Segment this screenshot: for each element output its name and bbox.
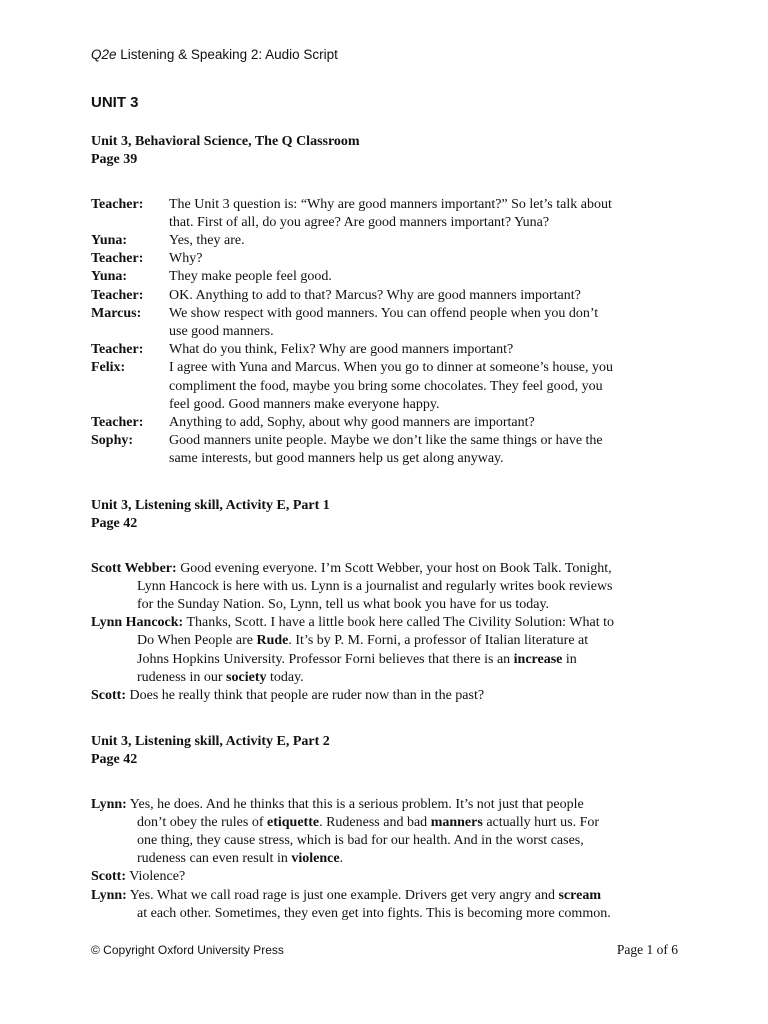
speaker-label: Scott: bbox=[91, 869, 126, 885]
dialogue-line bbox=[137, 578, 613, 596]
vocabulary-word: violence bbox=[291, 851, 340, 867]
dialogue-line bbox=[91, 687, 484, 705]
speaker-label: Teacher: bbox=[91, 415, 144, 430]
dialogue-line: compliment the food, maybe you bring some chocolates. They feel good, you bbox=[169, 378, 603, 394]
speaker-label: Teacher: bbox=[91, 196, 144, 212]
dialogue-line: What do you think, Felix? Why are good manners important? bbox=[169, 342, 514, 358]
section-title: Unit 3, Listening skill, Activity E, Part 1 bbox=[91, 498, 330, 513]
dialogue-line: Anything to add, Sophy, about why good manners are important? bbox=[169, 415, 535, 430]
dialogue-line bbox=[137, 905, 611, 923]
dialogue-text: . It’s by P. M. Forni, a professor of Italian literature at bbox=[288, 633, 589, 649]
dialogue-line bbox=[91, 560, 612, 578]
footer-page-number: Page 1 of 6 bbox=[616, 942, 678, 957]
dialogue-line bbox=[91, 796, 584, 814]
dialogue-line: that. First of all, do you agree? Are good manners important? Yuna? bbox=[169, 214, 550, 230]
speaker-label: Sophy: bbox=[91, 433, 134, 449]
footer-copyright: © Copyright Oxford University Press bbox=[91, 943, 284, 957]
dialogue-line bbox=[137, 596, 549, 614]
dialogue-line: use good manners. bbox=[169, 324, 274, 339]
dialogue-text: rudeness in our bbox=[137, 669, 227, 685]
dialogue-text: Yes, he does. And he thinks that this is a serious problem. It’s not just that people bbox=[126, 796, 584, 812]
speaker-label: Teacher: bbox=[91, 251, 144, 267]
unit-title: UNIT 3 bbox=[91, 94, 139, 111]
dialogue-line bbox=[137, 832, 584, 850]
speaker-label: Yuna: bbox=[91, 269, 128, 285]
dialogue-text: . Rudeness and bad bbox=[319, 814, 431, 830]
dialogue-text: Thanks, Scott. I have a little book here called The Civility Solution: What to bbox=[183, 615, 615, 631]
dialogue-text: Johns Hopkins University. Professor Forni believes that there is an bbox=[137, 651, 514, 667]
dialogue-text: Good evening everyone. I’m Scott Webber, your host on Book Talk. Tonight, bbox=[176, 560, 612, 576]
header-series: Q2e bbox=[91, 47, 117, 62]
dialogue-line bbox=[137, 669, 304, 687]
dialogue-text: . bbox=[339, 851, 344, 867]
vocabulary-word: etiquette bbox=[267, 814, 320, 830]
speaker-label: Teacher: bbox=[91, 287, 144, 303]
dialogue-text: at each other. Sometimes, they even get into fights. This is becoming more common. bbox=[137, 905, 611, 921]
dialogue-text: don’t obey the rules of bbox=[137, 814, 267, 830]
dialogue-text: in bbox=[562, 651, 577, 667]
dialogue-text: actually hurt us. For bbox=[482, 814, 600, 830]
vocabulary-word: increase bbox=[513, 651, 563, 667]
speaker-label: Teacher: bbox=[91, 342, 144, 358]
speaker-label: Lynn: bbox=[91, 796, 127, 812]
dialogue-line: Why? bbox=[169, 251, 203, 267]
dialogue-text: rudeness can even result in bbox=[137, 851, 292, 867]
header-title: Listening & Speaking 2: Audio Script bbox=[116, 47, 338, 62]
dialogue-text: Does he really think that people are ruder now than in the past? bbox=[126, 688, 485, 703]
vocabulary-word: society bbox=[226, 669, 267, 685]
vocabulary-word: manners bbox=[430, 814, 483, 830]
dialogue-line bbox=[137, 814, 599, 832]
speaker-label: Marcus: bbox=[91, 305, 142, 321]
dialogue-line: Yes, they are. bbox=[169, 233, 245, 248]
dialogue-line bbox=[137, 651, 577, 669]
dialogue-line: The Unit 3 question is: “Why are good manners important?” So let’s talk about bbox=[169, 196, 612, 212]
vocabulary-word: Rude bbox=[256, 633, 289, 649]
dialogue-text: Yes. What we call road rage is just one example. Drivers get very angry and bbox=[126, 887, 559, 903]
dialogue-line: same interests, but good manners help us get along anyway. bbox=[169, 451, 504, 467]
dialogue-text: Violence? bbox=[126, 869, 186, 885]
speaker-label: Lynn Hancock: bbox=[91, 615, 184, 631]
dialogue-text: one thing, they cause stress, which is bad for our health. And in the worst cases, bbox=[137, 833, 584, 848]
page-header bbox=[91, 47, 338, 62]
dialogue-line: We show respect with good manners. You can offend people when you don’t bbox=[169, 305, 599, 321]
dialogue-line bbox=[91, 868, 185, 886]
dialogue-text: Lynn Hancock is here with us. Lynn is a journalist and regularly writes book reviews bbox=[137, 578, 613, 594]
dialogue-line bbox=[91, 614, 614, 632]
dialogue-line: feel good. Good manners make everyone happy. bbox=[169, 396, 440, 412]
speaker-label: Felix: bbox=[91, 360, 126, 376]
section-page: Page 39 bbox=[91, 152, 138, 168]
speaker-label: Scott: bbox=[91, 688, 126, 703]
dialogue-line bbox=[91, 887, 601, 905]
speaker-label: Yuna: bbox=[91, 233, 128, 248]
dialogue-line: OK. Anything to add to that? Marcus? Why are good manners important? bbox=[169, 287, 581, 303]
dialogue-line: I agree with Yuna and Marcus. When you go to dinner at someone’s house, you bbox=[169, 360, 614, 376]
dialogue-text: today. bbox=[266, 669, 304, 685]
dialogue-line: Good manners unite people. Maybe we don’t like the same things or have the bbox=[169, 433, 603, 449]
section-title: Unit 3, Listening skill, Activity E, Part 2 bbox=[91, 734, 330, 749]
dialogue-line bbox=[137, 632, 588, 650]
dialogue-line: They make people feel good. bbox=[169, 269, 332, 285]
section-page: Page 42 bbox=[91, 516, 138, 532]
section-title: Unit 3, Behavioral Science, The Q Classroom bbox=[91, 134, 360, 149]
speaker-label: Lynn: bbox=[91, 887, 127, 903]
dialogue-text: for the Sunday Nation. So, Lynn, tell us what book you have for us today. bbox=[137, 597, 550, 612]
vocabulary-word: scream bbox=[558, 887, 601, 903]
dialogue-line bbox=[137, 850, 343, 868]
section-page: Page 42 bbox=[91, 752, 138, 768]
dialogue-text: Do When People are bbox=[137, 633, 257, 649]
speaker-label: Scott Webber: bbox=[91, 560, 177, 576]
